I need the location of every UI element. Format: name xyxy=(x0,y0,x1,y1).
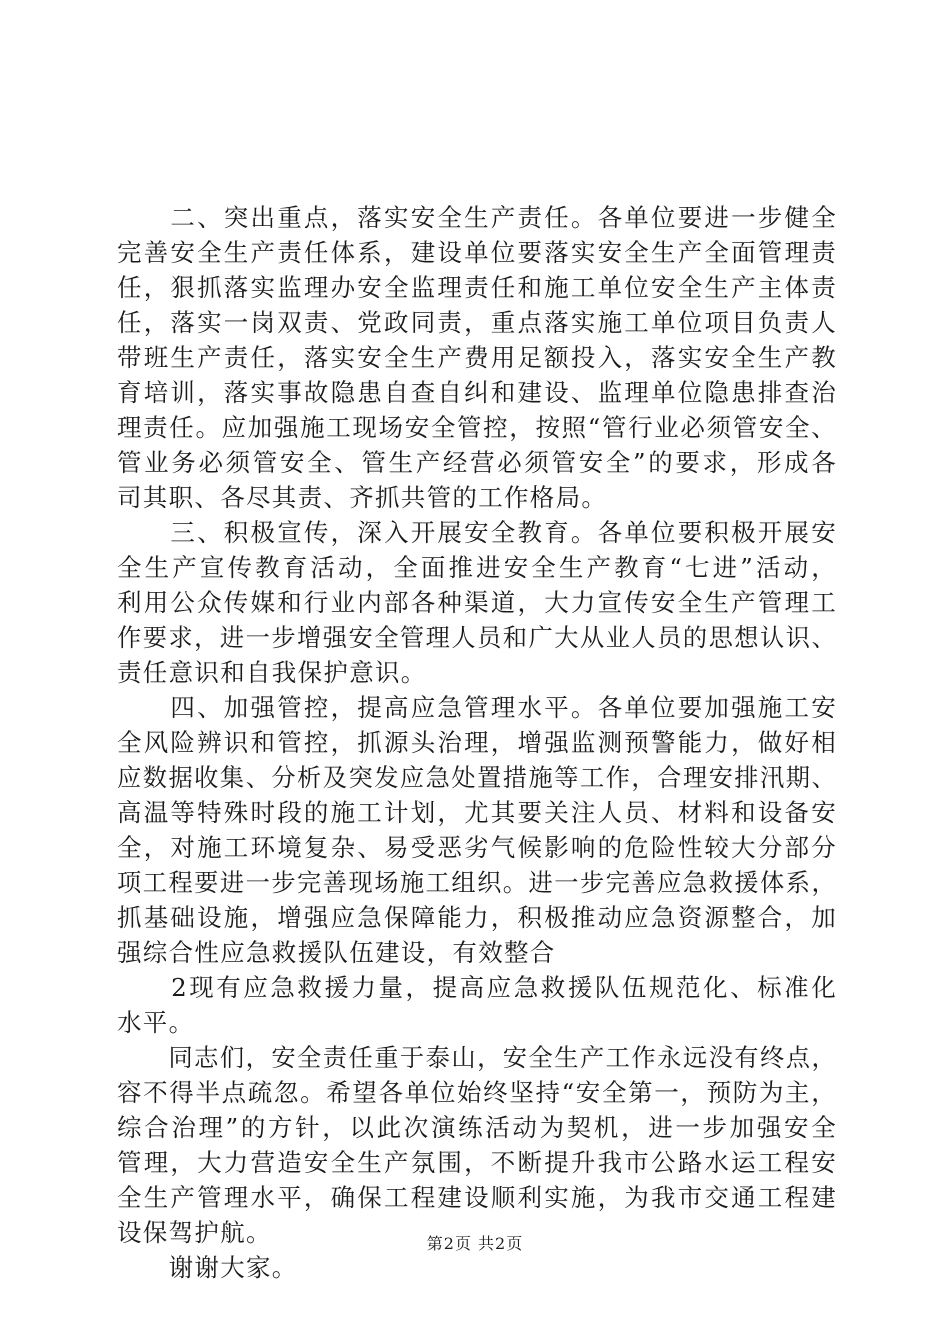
text-line: 利用公众传媒和行业内部各种渠道，大力宣传安全生产管理工 xyxy=(117,588,837,617)
paragraph-emergency xyxy=(117,690,837,970)
text-line: 谢谢大家。 xyxy=(117,1253,298,1282)
page-number-footer: 第2页 共2页 xyxy=(426,1234,524,1253)
text-line: 强综合性应急救援队伍建设，有效整合 xyxy=(117,938,556,967)
text-line: 任，落实一岗双责、党政同责，重点落实施工单位项目负责人 xyxy=(117,308,837,337)
text-line: 同志们，安全责任重于泰山，安全生产工作永远没有终点， xyxy=(117,1043,837,1072)
text-line: 抓基础设施，增强应急保障能力，积极推动应急资源整合，加 xyxy=(117,903,837,932)
text-line: 应数据收集、分析及突发应急处置措施等工作，合理安排汛期、 xyxy=(117,763,837,792)
text-line: 作要求，进一步增强安全管理人员和广大从业人员的思想认识、 xyxy=(117,623,837,652)
document-body xyxy=(117,200,837,1285)
paragraph-responsibility xyxy=(117,200,837,515)
text-line: 四、加强管控，提高应急管理水平。各单位要加强施工安 xyxy=(117,693,837,722)
text-line: 完善安全生产责任体系，建设单位要落实安全生产全面管理责 xyxy=(117,238,837,267)
text-line: 全风险辨识和管控，抓源头治理，增强监测预警能力，做好相 xyxy=(117,728,837,757)
text-line: 司其职、各尽其责、齐抓共管的工作格局。 xyxy=(117,483,608,512)
text-line: 设保驾护航。 xyxy=(117,1218,272,1247)
text-line: 三、积极宣传，深入开展安全教育。各单位要积极开展安 xyxy=(117,518,837,547)
text-line: 责任意识和自我保护意识。 xyxy=(117,658,427,687)
paragraph-closing xyxy=(117,1040,837,1250)
text-line: 项工程要进一步完善现场施工组织。进一步完善应急救援体系， xyxy=(117,868,837,897)
text-line: 全生产管理水平，确保工程建设顺利实施，为我市交通工程建 xyxy=(117,1183,837,1212)
text-line: 管理，大力营造安全生产氛围，不断提升我市公路水运工程安 xyxy=(117,1148,837,1177)
text-line: 管业务必须管安全、管生产经营必须管安全”的要求，形成各 xyxy=(117,448,837,477)
text-line: 全，对施工环境复杂、易受恶劣气候影响的危险性较大分部分 xyxy=(117,833,837,862)
text-line: 高温等特殊时段的施工计划，尤其要关注人员、材料和设备安 xyxy=(117,798,837,827)
text-line: 全生产宣传教育活动，全面推进安全生产教育“七进”活动， xyxy=(117,553,837,582)
paragraph-rescue-force xyxy=(117,970,837,1040)
text-line: 育培训，落实事故隐患自查自纠和建设、监理单位隐患排查治 xyxy=(117,378,837,407)
text-line: 2现有应急救援力量，提高应急救援队伍规范化、标准化 xyxy=(117,973,837,1002)
text-line: 容不得半点疏忽。希望各单位始终坚持“安全第一，预防为主， xyxy=(117,1078,837,1107)
text-line: 带班生产责任，落实安全生产费用足额投入，落实安全生产教 xyxy=(117,343,837,372)
paragraph-thanks xyxy=(117,1250,837,1285)
text-line: 综合治理”的方针，以此次演练活动为契机，进一步加强安全 xyxy=(117,1113,837,1142)
text-line: 水平。 xyxy=(117,1008,195,1037)
text-line: 理责任。应加强施工现场安全管控，按照“管行业必须管安全、 xyxy=(117,413,837,442)
paragraph-education xyxy=(117,515,837,690)
text-line: 任，狠抓落实监理办安全监理责任和施工单位安全生产主体责 xyxy=(117,273,837,302)
text-line: 二、突出重点，落实安全生产责任。各单位要进一步健全 xyxy=(117,203,837,232)
